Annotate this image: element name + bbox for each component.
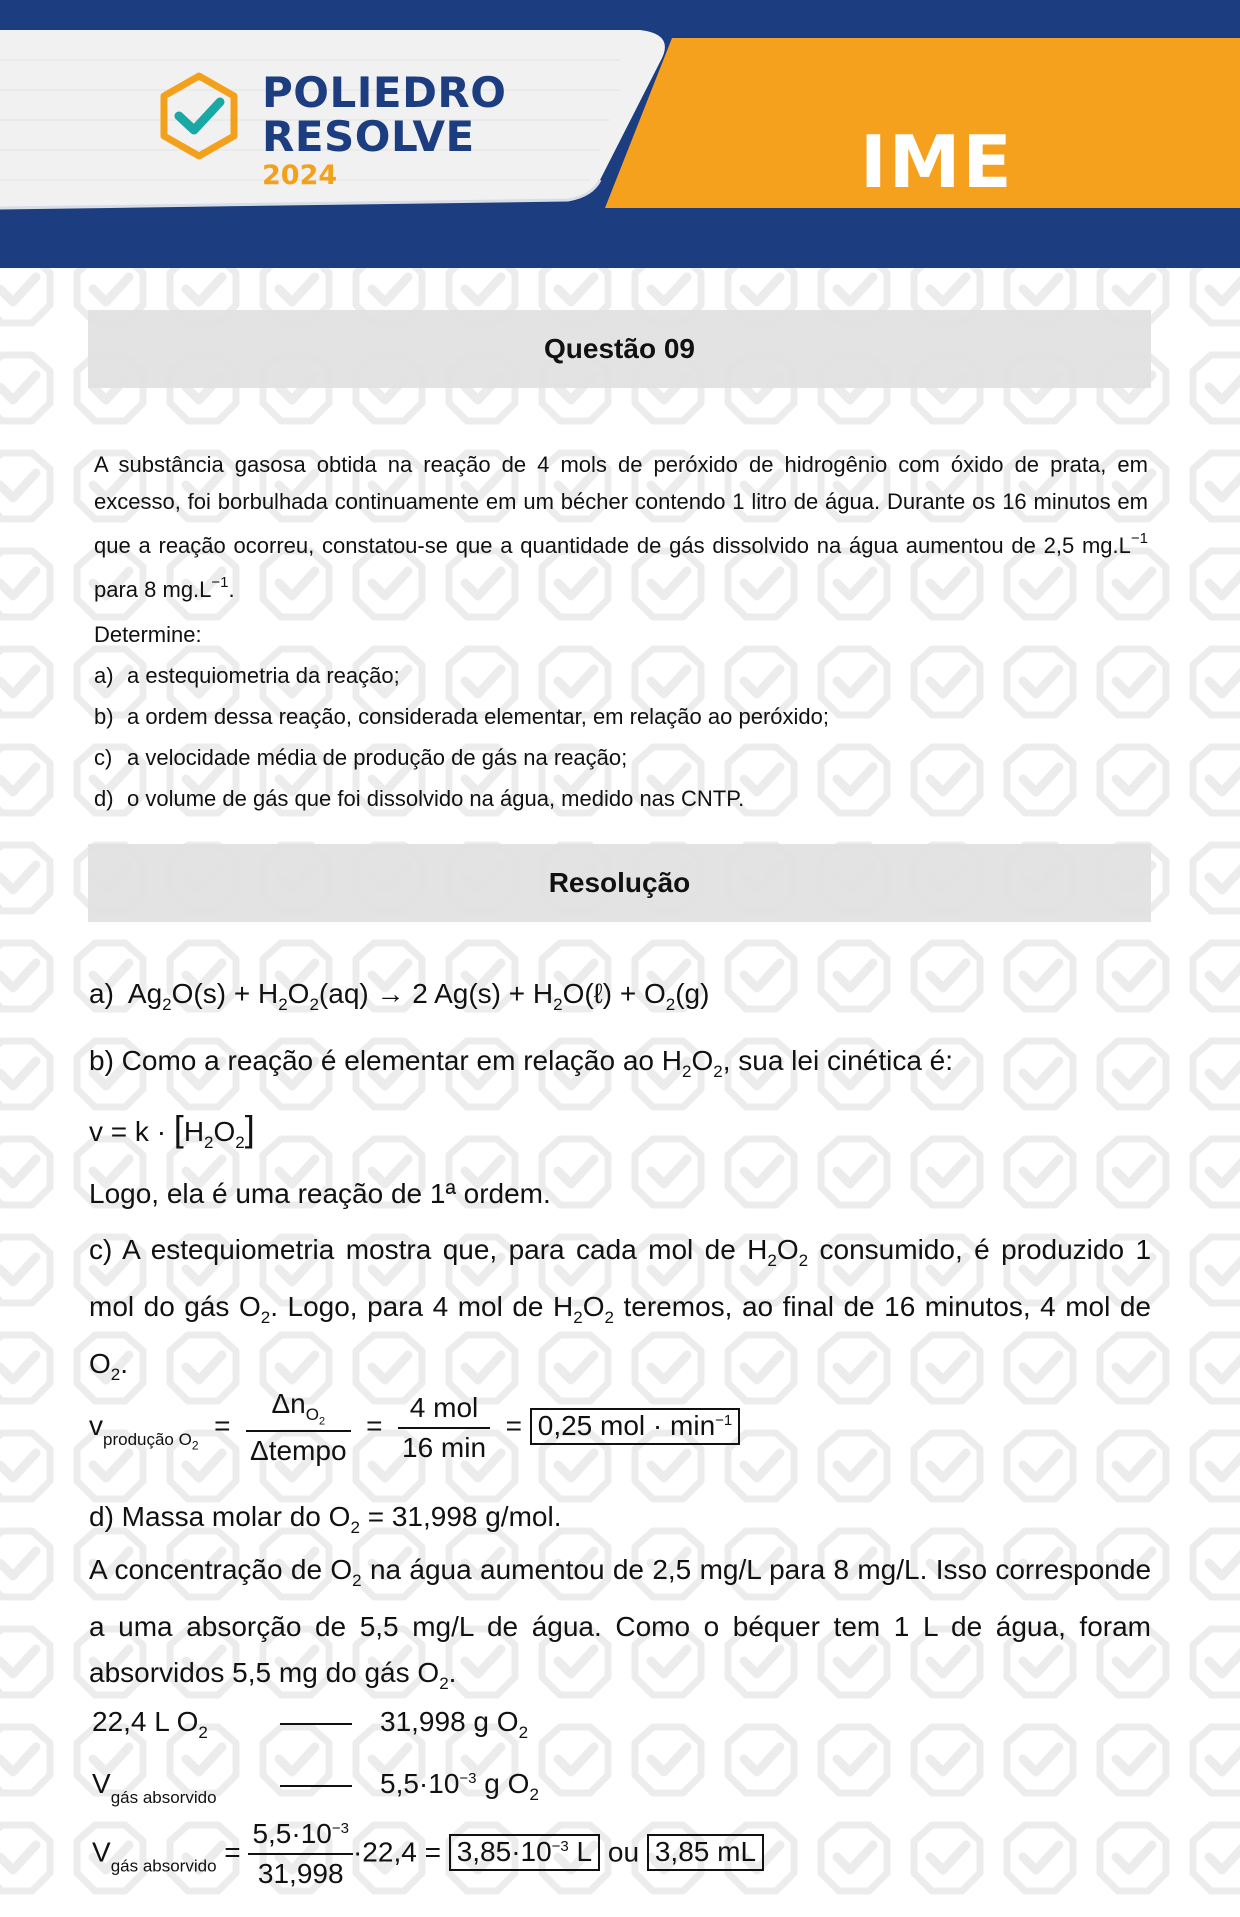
volume-result-1-unit: L [568,1836,593,1868]
statement-exponent-1: −1 [1130,530,1148,547]
question-statement [94,446,1148,608]
c-text-2: consumido, é produzido 1 mol do gás [89,1234,1152,1322]
exam-name: IME [860,120,1014,204]
item-tag: c) [94,745,113,770]
question-title-band [88,310,1151,388]
b-text-end: , sua lei cinética é: [722,1045,954,1076]
volume-fraction: $\frac{5,5\cdot 10^{-3}}{31,998}$ [248,1818,353,1890]
frac-numerator: 4 mol [398,1392,490,1429]
c-text-3: . Logo, para 4 mol de [270,1291,544,1322]
d-frac-num: 5,5·10 [252,1818,332,1849]
brand-line-1: POLIEDRO [262,68,507,117]
row2-right-unit: g O [484,1768,530,1799]
proportion-dash [280,1723,352,1725]
row1-right: 31,998 g O [380,1706,519,1737]
rate-result-unit: min [670,1410,716,1442]
question-title: Questão 09 [544,333,695,364]
proportion-table [92,1699,539,1821]
statement-end: . [228,577,235,602]
brand-line-2: RESOLVE [262,112,475,161]
statement-exponent-2: −1 [211,574,229,591]
reaction-equation: a) $Ag_2O(s) + H_2O_2(aq) \to 2$ $Ag(s) + H_2O(\ell) + O_2(g)$ [89,978,710,1014]
list-item [94,778,829,819]
item-tag: d) [94,786,114,811]
delta-time: Δtempo [250,1435,347,1467]
rate-law: $v = k \cdot [H_2O_2]$ [89,1108,255,1152]
or-word: ou [607,1836,640,1868]
v-absorbed-label: gás absorvido [110,1788,217,1807]
resolution-b: b) Como a reação é elementar em relação ao $H_2O_2$, sua lei cinética é: [89,1045,954,1081]
item-text: a estequiometria da reação; [127,663,400,688]
volume-result-box-2 [647,1834,764,1871]
volume-result-1: 3,85·10 [456,1836,552,1868]
row1-left: 22,4 L O [92,1706,199,1737]
rate-result: 0,25 mol [537,1410,646,1442]
rate-result-box: 0,25 mol · $\min^{-1}$ [530,1408,741,1445]
v-absorbed-label-2: gás absorvido [110,1856,217,1876]
resolution-title: Resolução [548,867,691,898]
proportion-row-2: $V_{gás absorvido}$ $5,5\cdot 10^{-3}$ g $O_2$ [92,1768,539,1807]
volume-calculation: $V_{gás absorvido}$ = $\frac{5,5\cdot 10^{-3}}{31,998}$ $\cdot 22,4 = 3,85\cdot 10^{-3}$ L ou 3,85 mL [92,1818,764,1890]
item-text: a ordem dessa reação, considerada elementar, em relação ao peróxido; [127,704,829,729]
b-text: b) Como a reação é elementar em relação ao [89,1045,654,1076]
question-items [94,614,829,819]
c-text-4: teremos, ao final de 16 minutos, 4 mol de [623,1291,1152,1322]
d-frac-den: 31,998 [257,1858,344,1889]
volume-result-2: 3,85 mL [654,1836,757,1868]
resolution-title-band [88,844,1151,922]
item-text: o volume de gás que foi dissolvido na água, medido nas CNTP. [127,786,745,811]
rate-calculation: $v_{produção O_2}$ = $\frac{\Delta n_{O_2}}{\text{Δtempo}}$ = $\frac{\text{4 mol}}{16 \min}$ = 0,25 mol · $\min^{-1}$ [89,1388,740,1467]
v-production-label: produção O [103,1430,192,1450]
item-text: a velocidade média de produção de gás na reação; [127,745,628,770]
order-conclusion [89,1171,1151,1217]
item-tag: b) [94,704,114,729]
c-text-5: . [120,1348,129,1379]
list-item [94,655,829,696]
list-item [94,696,829,737]
determine-label: Determine: [94,622,202,647]
order-text: Logo, ela é uma reação de 1ª ordem. [89,1178,551,1209]
item-tag: a) [94,663,114,688]
proportion-row-1: 22,4 L $O_2$ 31,998 g $O_2$ [92,1706,529,1742]
d-mult: ·22,4 = [352,1836,441,1868]
statement-mid: para 8 mg.L [94,577,212,602]
volume-result-box-1: $3,85\cdot 10^{-3}$ L [449,1834,600,1871]
proportion-dash [280,1785,352,1787]
d-par-2: na água aumentou de 2,5 mg/L para 8 mg/L. Isso corresponde a uma absorção de 5,5 mg/L de água. Como o béquer tem 1 L de água, foram absorvidos 5,5 mg do gás [89,1554,1152,1688]
resolution-c: c) A estequiometria mostra que, para cada mol de $H_2O_2$ consumido, é produzido 1 mol do gás $O_2$. Logo, para 4 mol de $H_2O_2$ teremos, ao final de 16 minutos, 4 mol de $O_2$. [89,1234,1152,1384]
delta-fraction: $\frac{\Delta n_{O_2}}{\text{Δtempo}}$ [246,1388,351,1467]
d-text-1: d) Massa molar do [89,1501,321,1532]
resolution-d-paragraph: A concentração de $O_2$ na água aumentou de 2,5 mg/L para 8 mg/L. Isso corresponde a uma absorção de 5,5 mg/L de água. Como o béquer tem 1 L de água, foram absorvidos 5,5 mg do gás $O_2$. [89,1554,1152,1693]
d-par-1: A concentração de [89,1554,323,1585]
c-text-1: c) A estequiometria mostra que, para cada mol de [89,1234,736,1265]
mol-per-min-fraction [398,1392,490,1464]
list-item [94,737,829,778]
resolution-d-molar: d) Massa molar do $O_2 = 31,998$ g/mol. [89,1501,562,1537]
d-molar-value: = 31,998 g/mol [367,1501,554,1532]
brand-year: 2024 [262,160,338,191]
frac-denominator: 16 min [402,1431,487,1463]
statement-text: A substância gasosa obtida na reação de 4 mols de peróxido de hidrogênio com óxido de prata, em excesso, foi borbulhada continuamente em um bécher contendo 1 litro de água. Durante os 16 minutos em que a reação ocorreu, constatou-se que a quantidade de gás dissolvido na água aumentou de 2,5 mg.L [94,452,1148,558]
row2-right: 5,5·10 [380,1768,460,1799]
